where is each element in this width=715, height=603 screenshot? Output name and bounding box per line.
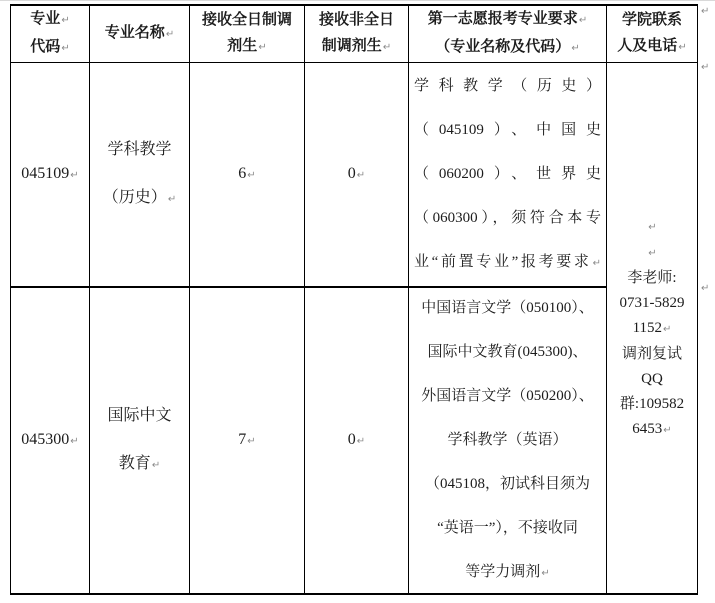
end-of-row-mark — [701, 6, 713, 18]
header-line: （专业名称及代码） ↵ — [435, 34, 579, 62]
contact-line: 群:109582 — [619, 395, 685, 412]
requirement-line: 中国语言文学（050100）、 — [421, 299, 594, 316]
contact-line: 1152 ↵ — [607, 316, 697, 342]
end-of-row-mark — [701, 283, 713, 295]
requirement-line: 外国语言文学（050200）、 — [421, 387, 594, 404]
header-major-name — [89, 6, 189, 63]
contact-line: 6453 ↵ — [607, 417, 697, 443]
cell-major-code — [11, 288, 89, 593]
contact-line: QQ — [641, 370, 663, 387]
header-line: 人及电话 ↵ — [617, 33, 686, 61]
header-major-code — [11, 6, 89, 63]
header-college-contact — [606, 6, 697, 63]
cell-parttime-quota — [304, 288, 408, 593]
requirement-line: 学科教学（英语） — [447, 431, 568, 448]
major-code-text: 045109 ↵ — [21, 164, 78, 186]
transfer-admission-table — [10, 4, 698, 595]
requirement-line: （045109）、中国史 — [414, 121, 601, 138]
parttime-quota-text: 0 ↵ — [348, 430, 365, 452]
major-name-line: 教育 ↵ — [119, 440, 160, 490]
header-line: 学院联系 — [621, 12, 682, 28]
requirement-line: 国际中文教育(045300)、 — [427, 343, 588, 360]
header-line: 专业 ↵ — [30, 6, 69, 34]
contact-line — [607, 214, 697, 240]
header-line: 剂生 ↵ — [227, 33, 266, 61]
fulltime-quota-text: 7 ↵ — [238, 430, 255, 452]
header-first-choice-requirement — [408, 6, 606, 63]
contact-line: 0731-5829 — [619, 294, 685, 311]
cell-major-name — [89, 288, 189, 593]
page-top-edge — [0, 0, 715, 1]
requirement-line: （045108，初试科目须为 — [424, 475, 590, 492]
cell-college-contact — [606, 63, 697, 593]
contact-line: 调剂复试 — [621, 345, 682, 362]
header-line: 制调剂生 ↵ — [322, 33, 391, 61]
header-line: 第一志愿报考专业要求 ↵ — [428, 6, 587, 34]
requirement-line: 等学力调剂 ↵ — [409, 550, 606, 594]
header-parttime-quota — [304, 6, 408, 63]
fulltime-quota-text: 6 ↵ — [238, 164, 255, 186]
requirement-line: （060300），须符合本专 — [414, 209, 601, 226]
major-name-line: 学科教学 — [107, 140, 172, 158]
cell-fulltime-quota — [189, 63, 304, 288]
cell-major-code — [11, 63, 89, 288]
major-code-text: 045300 ↵ — [21, 430, 78, 452]
contact-line — [607, 240, 697, 266]
header-line: 接收全日制调 — [201, 12, 292, 28]
contact-line: 李老师: — [627, 269, 677, 286]
requirement-line: 业“前置专业”报考要求 ↵ — [409, 240, 606, 286]
cell-major-name — [89, 63, 189, 288]
header-line: 代码 ↵ — [30, 34, 69, 62]
header-line: 接收非全日 — [318, 12, 394, 28]
end-of-row-mark — [701, 62, 713, 74]
requirement-line: “英语一”），不接收同 — [437, 519, 578, 536]
cell-requirement — [408, 63, 606, 288]
cell-fulltime-quota — [189, 288, 304, 593]
header-fulltime-quota — [189, 6, 304, 63]
parttime-quota-text: 0 ↵ — [348, 164, 365, 186]
major-name-line: （历史） ↵ — [103, 174, 176, 224]
cell-parttime-quota — [304, 63, 408, 288]
header-line: 专业名称 ↵ — [105, 20, 174, 48]
requirement-line: 学科教学（历史） — [414, 77, 601, 94]
cell-requirement — [408, 288, 606, 593]
requirement-line: （060200）、世界史 — [414, 165, 601, 182]
major-name-line: 国际中文 — [107, 406, 172, 424]
